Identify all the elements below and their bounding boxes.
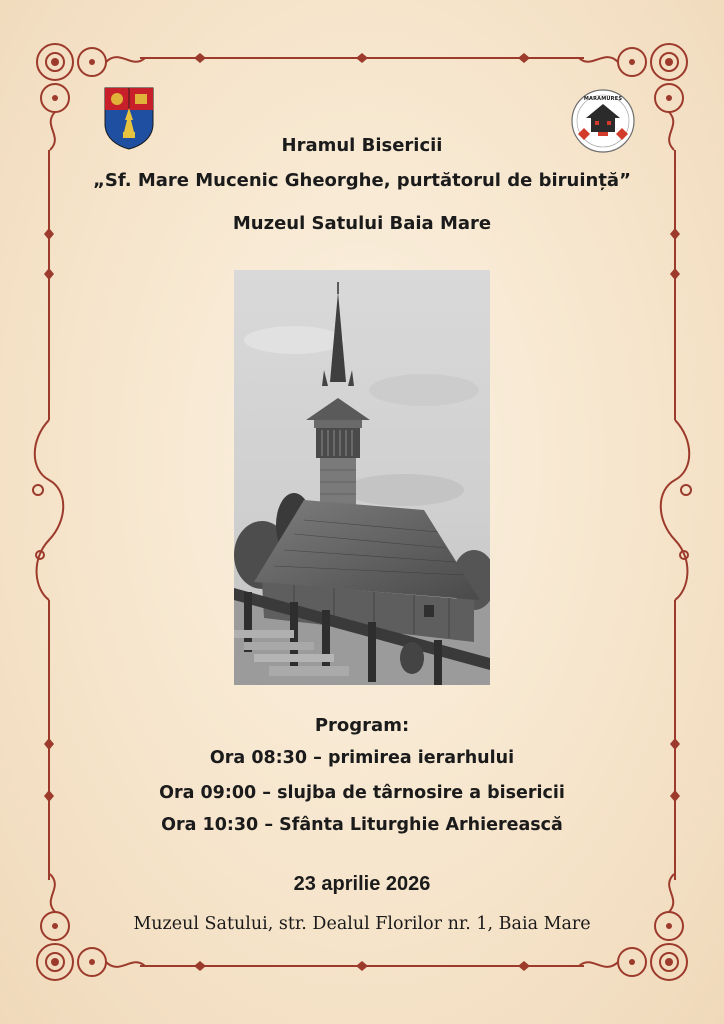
wooden-church-drawing [234, 270, 490, 685]
header-church-name: „Sf. Mare Mucenic Gheorghe, purtătorul de biruință” [93, 170, 631, 191]
program-item: Ora 10:30 – Sfânta Liturghie Arhierească [161, 815, 563, 835]
event-address: Muzeul Satului, str. Dealul Florilor nr. 1, Baia Mare [133, 914, 591, 934]
program-item: Ora 09:00 – slujba de târnosire a bisericii [159, 783, 565, 803]
event-date: 23 aprilie 2026 [293, 873, 431, 895]
header-museum-name: Muzeul Satului Baia Mare [232, 213, 492, 234]
program-title: Program: [314, 715, 410, 736]
header-title: Hramul Bisericii [281, 135, 443, 156]
program-item: Ora 08:30 – primirea ierarhului [209, 748, 515, 768]
museum-logo-text: MARAMUREȘ [583, 96, 623, 102]
